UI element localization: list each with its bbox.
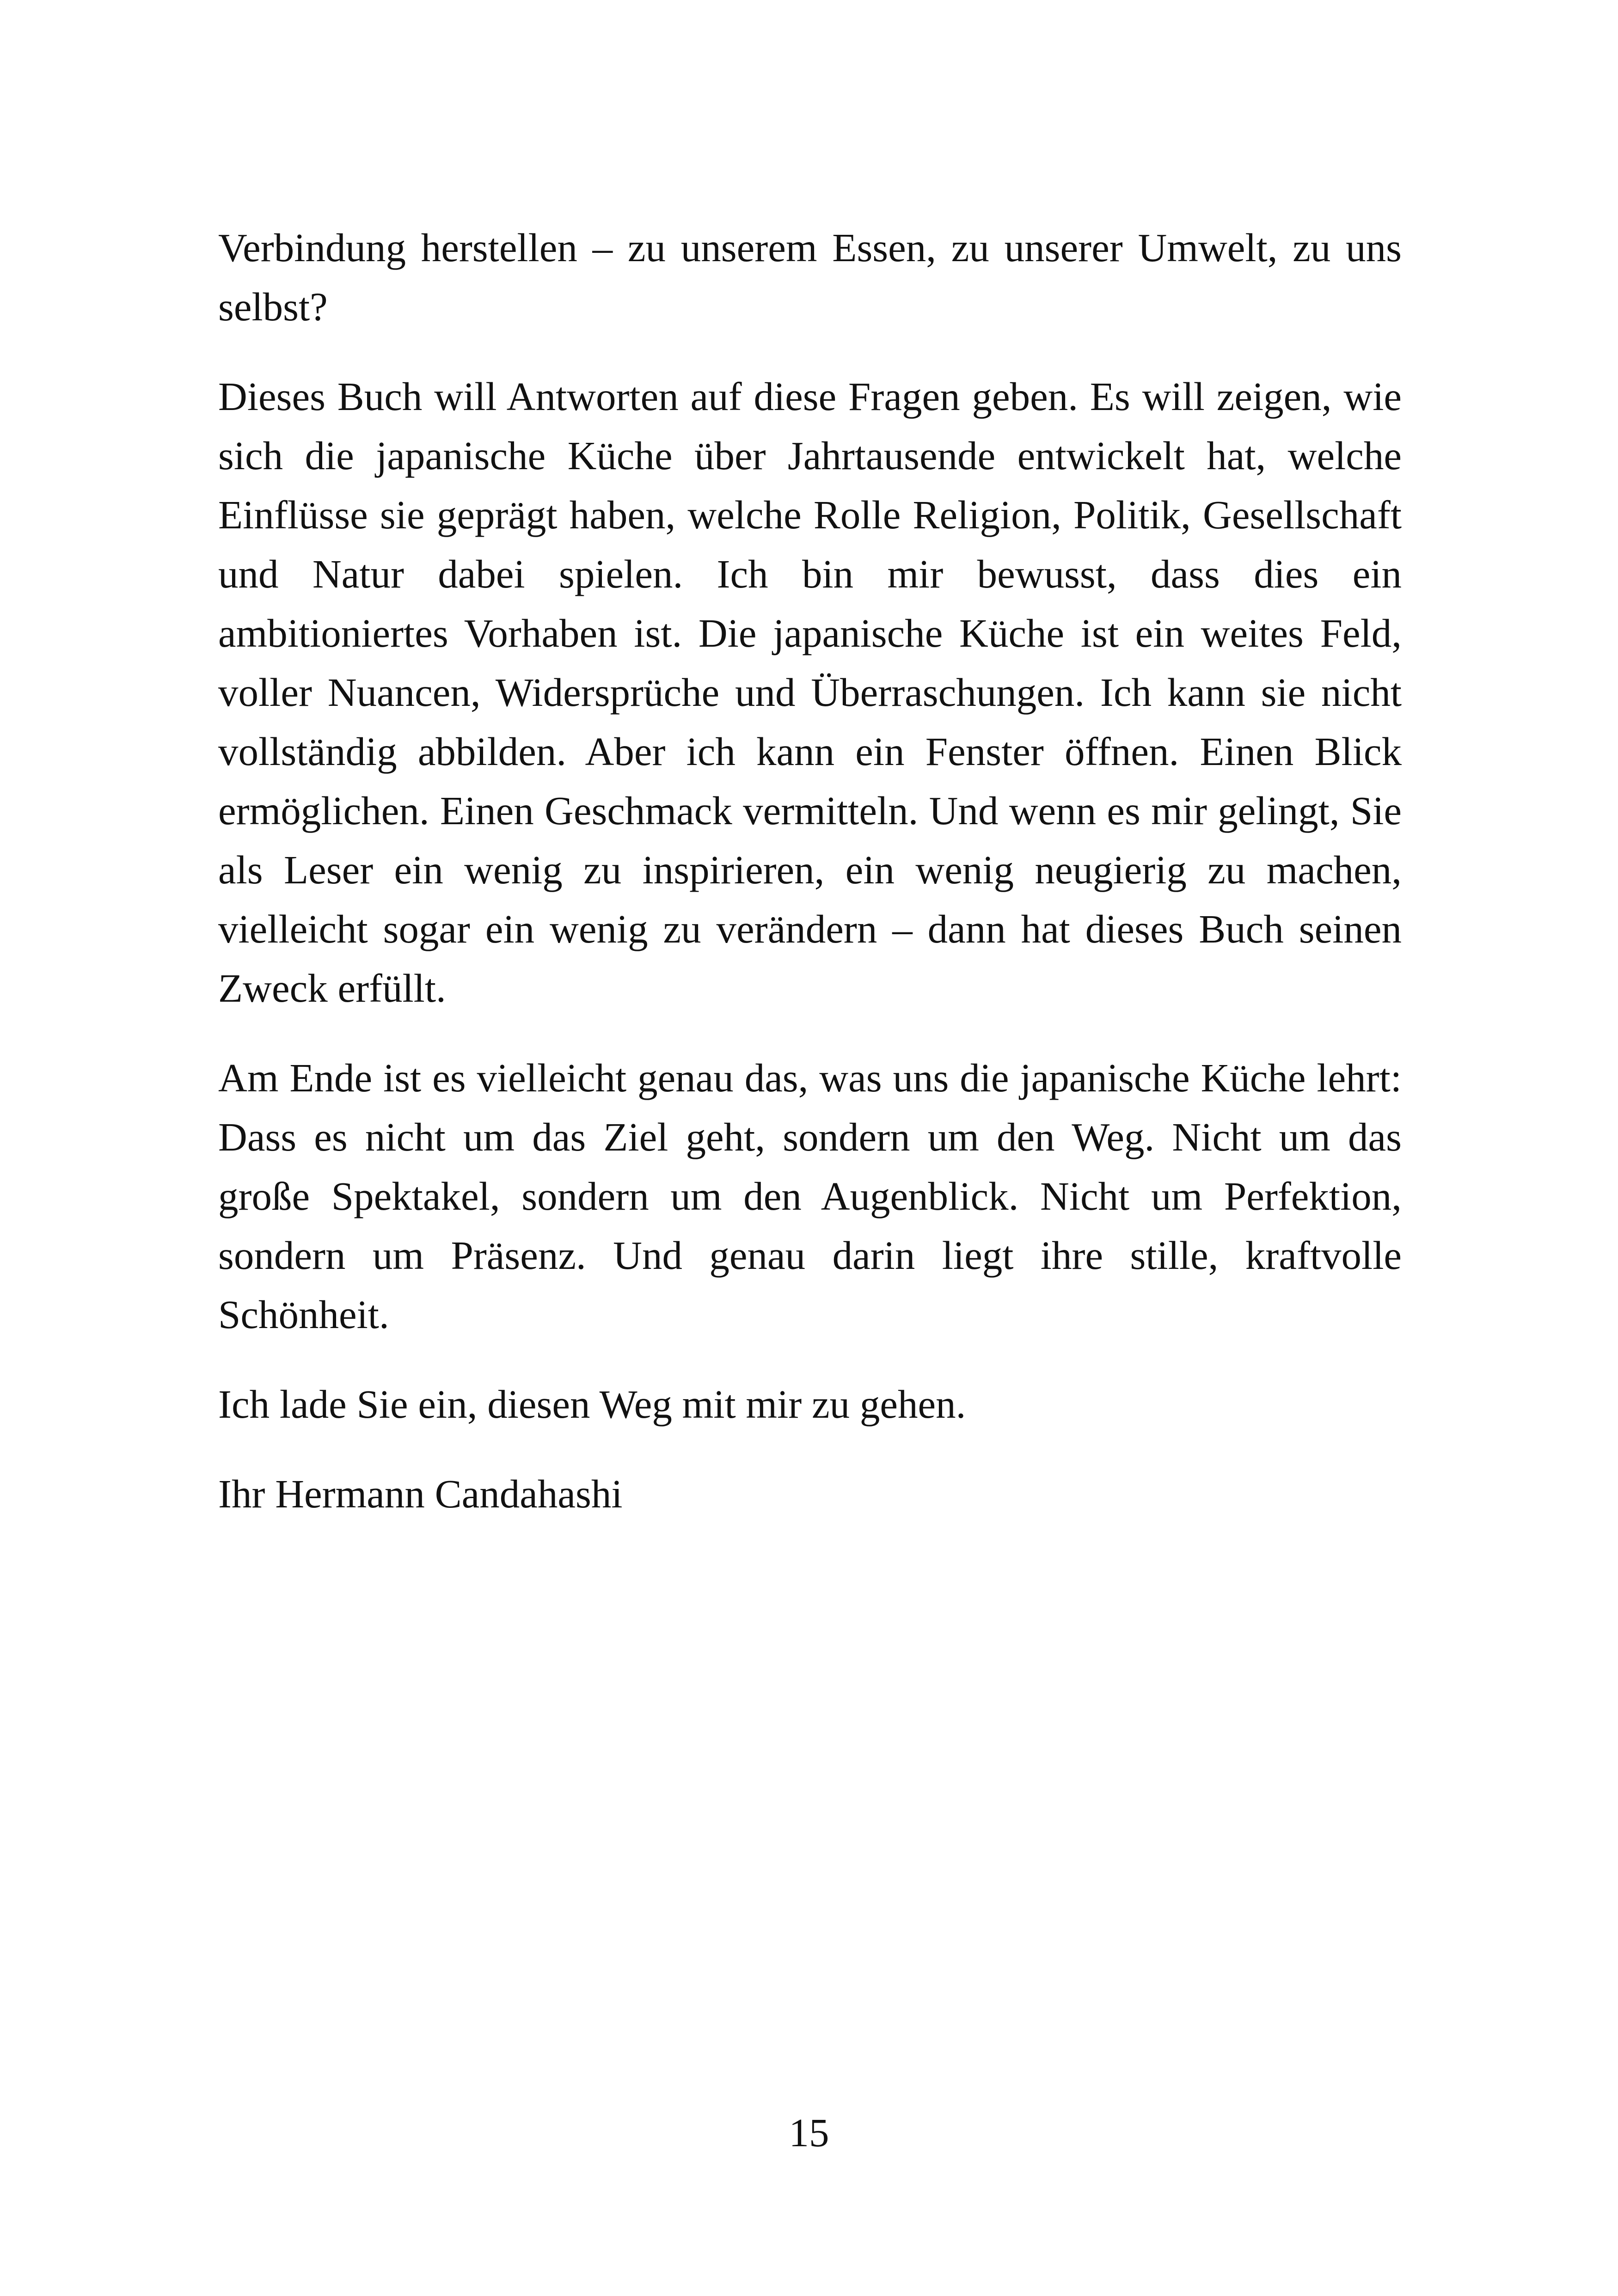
paragraph-lesson-of-cuisine: Am Ende ist es vielleicht genau das, was uns die japanische Küche lehrt: Dass es nicht um das Ziel geht, sondern um den Weg. Nicht um das große Spektakel, sondern um den Augenblick. Nicht um Perfektion, sondern um Präsenz. Und genau darin liegt ihre stille, kraftvolle Schönheit. <box>218 1055 1402 1337</box>
paragraph-connection-question: Verbindung herstellen – zu unserem Essen, zu unserer Umwelt, zu uns selbst? <box>218 225 1402 329</box>
paragraph-book-purpose: Dieses Buch will Antworten auf diese Fragen geben. Es will zeigen, wie sich die japanische Küche über Jahrtausende entwickelt hat, welche Einflüsse sie geprägt haben, welche Rolle Religion, Politik, Gesellschaft und Natur dabei spielen. Ich bin mir bewusst, dass dies ein ambitioniertes Vorhaben ist. Die japanische Küche ist ein weites Feld, voller Nuancen, Widersprüche und Überraschungen. Ich kann sie nicht vollständig abbilden. Aber ich kann ein Fenster öffnen. Einen Blick ermöglichen. Einen Geschmack vermitteln. Und wenn es mir gelingt, Sie als Leser ein wenig zu inspirieren, ein wenig neugierig zu machen, vielleicht sogar ein wenig zu verändern – dann hat dieses Buch seinen Zweck erfüllt. <box>218 374 1402 1010</box>
page-number: 15 <box>789 2110 829 2155</box>
body-text <box>218 218 1402 1554</box>
paragraph-invitation: Ich lade Sie ein, diesen Weg mit mir zu gehen. <box>218 1382 966 1427</box>
signature-line: Ihr Hermann Candahashi <box>218 1471 623 1516</box>
